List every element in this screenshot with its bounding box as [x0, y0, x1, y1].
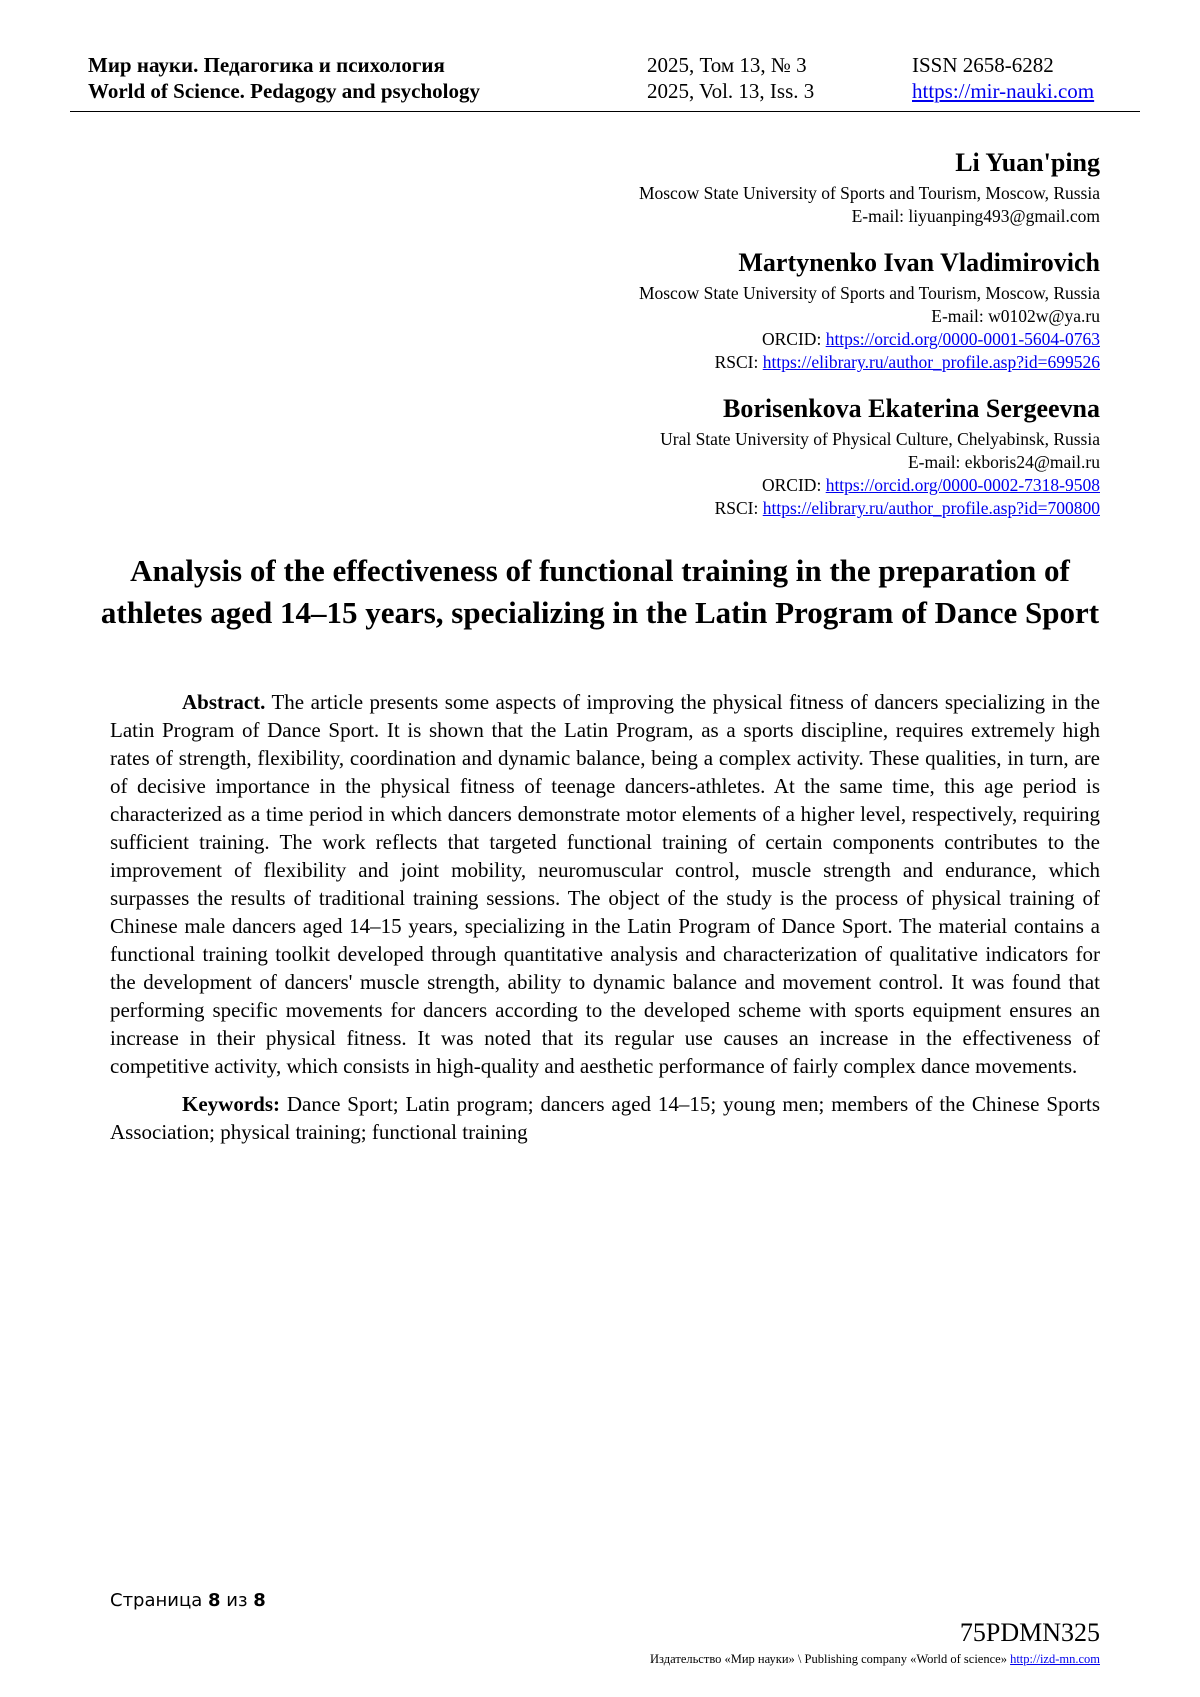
- issue-ru: 2025, Том 13, № 3: [647, 53, 807, 77]
- author-2: [400, 248, 1100, 374]
- journal-name-ru: Мир науки. Педагогика и психология: [88, 53, 445, 77]
- author-name: Borisenkova Ekaterina Sergeevna: [723, 394, 1100, 423]
- author-name: Li Yuan'ping: [955, 148, 1100, 177]
- orcid-link[interactable]: https://orcid.org/0000-0001-5604-0763: [825, 329, 1100, 349]
- page-current: 8: [208, 1590, 221, 1611]
- author-orcid: [400, 328, 1100, 351]
- issn: ISSN 2658-6282: [912, 53, 1054, 77]
- orcid-label: ORCID:: [762, 329, 822, 349]
- publisher-text: Издательство «Мир науки» \ Publishing company «World of science»: [650, 1652, 1007, 1666]
- orcid-label: ORCID:: [762, 475, 822, 495]
- author-1: [400, 148, 1100, 228]
- article-title: Analysis of the effectiveness of functional training in the preparation of athletes aged 14–15 years, specializing in the Latin Program of Dance Sport: [100, 553, 1100, 630]
- publisher-line: [650, 1652, 1100, 1667]
- abstract-paragraph: [110, 688, 1100, 1080]
- publisher-link[interactable]: http://izd-mn.com: [1010, 1652, 1100, 1666]
- abstract-section: [110, 688, 1100, 1146]
- header-divider: [70, 111, 1140, 112]
- author-3: [400, 394, 1100, 520]
- author-email: E-mail: w0102w@ya.ru: [931, 306, 1100, 326]
- rsci-label: RSCI:: [714, 352, 759, 372]
- article-code: 75PDMN325: [959, 1618, 1100, 1647]
- page-number: [110, 1590, 266, 1611]
- page-total: 8: [253, 1590, 266, 1611]
- rsci-link[interactable]: https://elibrary.ru/author_profile.asp?id=700800: [762, 498, 1100, 518]
- journal-header: [88, 52, 1128, 104]
- abstract-label: Abstract.: [182, 690, 266, 714]
- author-affiliation: Ural State University of Physical Culture, Chelyabinsk, Russia: [660, 429, 1100, 449]
- orcid-link[interactable]: https://orcid.org/0000-0002-7318-9508: [825, 475, 1100, 495]
- author-rsci: [400, 497, 1100, 520]
- author-affiliation: Moscow State University of Sports and Tourism, Moscow, Russia: [638, 283, 1100, 303]
- author-email: E-mail: ekboris24@mail.ru: [907, 452, 1100, 472]
- abstract-text: The article presents some aspects of improving the physical fitness of dancers specializing in the Latin Program of Dance Sport. It is shown that the Latin Program, as a sports discipline, requires extremely high rates of strength, flexibility, coordination and dynamic balance, being a complex activity. These qualities, in turn, are of decisive importance in the physical fitness of teenage dancers-athletes. At the same time, this age period is characterized as a time period in which dancers demonstrate motor elements of a higher level, respectively, requiring sufficient training. The work reflects that targeted functional training of certain components contributes to the improvement of flexibility and joint mobility, neuromuscular control, muscle strength and endurance, which surpasses the results of traditional training sessions. The object of the study is the process of physical training of Chinese male dancers aged 14–15 years, specializing in the Latin Program of Dance Sport. The material contains a functional training toolkit developed through quantitative analysis and characterization of qualitative indicators for the development of dancers' muscle strength, ability to dynamic balance and movement control. It was found that performing specific movements for dancers according to the developed scheme with sports equipment ensures an increase in their physical fitness. It was noted that its regular use causes an increase in the effectiveness of competitive activity, which consists in high-quality and aesthetic performance of fairly complex dance movements.: [110, 690, 1100, 1078]
- keywords-paragraph: [110, 1090, 1100, 1146]
- keywords-text: Dance Sport; Latin program; dancers aged 14–15; young men; members of the Chinese Sports Association; physical training; functional training: [110, 1092, 1100, 1144]
- rsci-link[interactable]: https://elibrary.ru/author_profile.asp?id=699526: [762, 352, 1100, 372]
- keywords-label: Keywords:: [182, 1092, 280, 1116]
- author-name: Martynenko Ivan Vladimirovich: [738, 248, 1100, 277]
- author-affiliation: Moscow State University of Sports and Tourism, Moscow, Russia: [638, 183, 1100, 203]
- author-rsci: [400, 351, 1100, 374]
- journal-site-link[interactable]: https://mir-nauki.com: [912, 79, 1095, 103]
- page-sep: из: [226, 1590, 248, 1611]
- rsci-label: RSCI:: [714, 498, 759, 518]
- author-block: [400, 148, 1100, 540]
- author-email: E-mail: liyuanping493@gmail.com: [851, 206, 1100, 226]
- page-prefix: Страница: [110, 1590, 203, 1611]
- issue-en: 2025, Vol. 13, Iss. 3: [647, 79, 815, 103]
- journal-name-en: World of Science. Pedagogy and psychology: [88, 79, 481, 103]
- author-orcid: [400, 474, 1100, 497]
